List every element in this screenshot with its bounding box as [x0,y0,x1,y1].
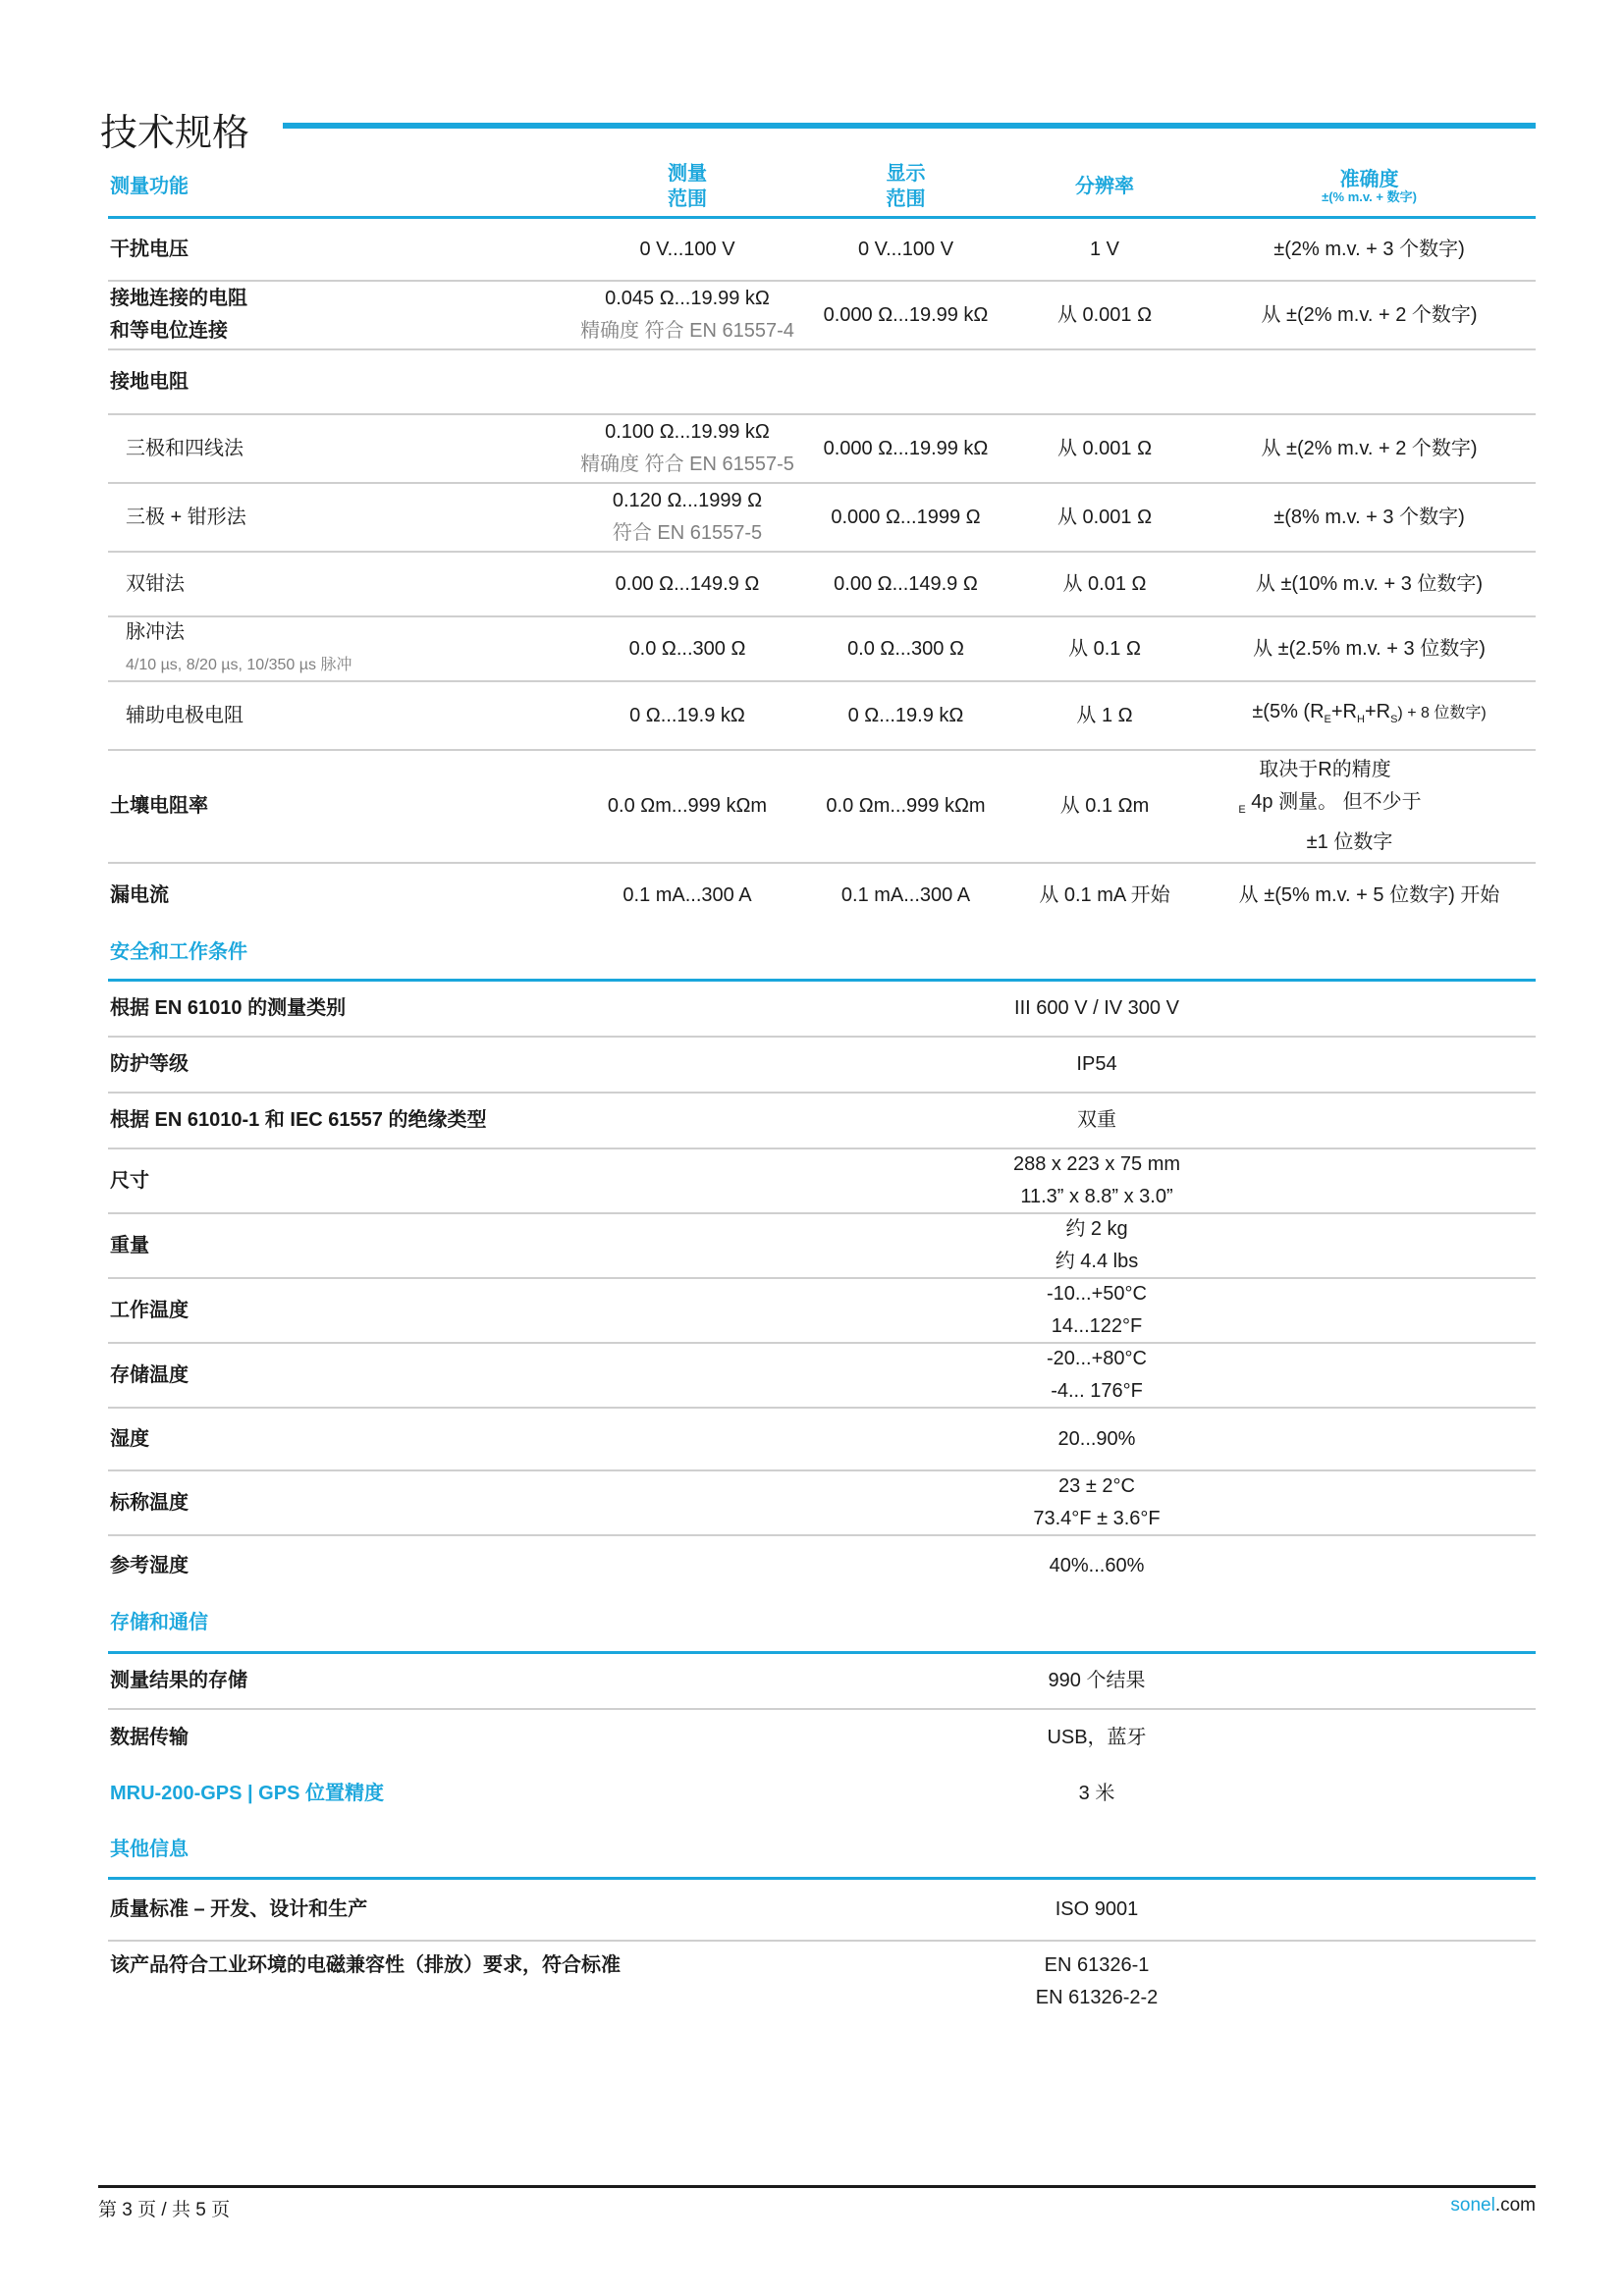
row-label: 湿度 [110,1427,149,1450]
row-label: 参考湿度 [110,1554,189,1576]
row-value: 20...90% [1057,1427,1136,1450]
measure-range: 0.0 Ω...300 Ω [628,637,746,660]
display-range: 0.000 Ω...1999 Ω [831,506,981,528]
row-label: 质量标准 – 开发、设计和生产 [110,1898,368,1920]
page-number: 第 3 页 / 共 5 页 [98,2200,231,2220]
row-value: -10...+50°C 14...122°F [1047,1283,1147,1337]
row-value: 双重 [1077,1109,1116,1131]
section-header-storage [108,1595,1536,1654]
row-label: 数据传输 [110,1727,189,1748]
row-value: 3 米 [1078,1783,1115,1804]
row-label: MRU-200-GPS | GPS 位置精度 [110,1783,384,1804]
table-row [108,1471,1536,1536]
table-row [108,219,1536,282]
table-row [108,982,1536,1038]
table-row [108,350,1536,415]
resolution: 从 0.001 Ω [1056,506,1153,528]
row-label: 土壤电阻率 [110,795,208,817]
measure-range: 0 Ω...19.9 kΩ [629,704,745,726]
table-row [108,1536,1536,1595]
accuracy: ±(5% $(R_E+R_H+R_S) + 8$ 位数字) [1252,700,1487,725]
header-resolution: 分辨率 [1075,175,1134,197]
section-header-safety [108,927,1536,982]
header-measure-range: 测量 范围 [668,163,707,210]
display-range: 0 V...100 V [857,238,954,260]
row-label: 辅助电极电阻 [126,704,244,726]
resolution: 从 0.001 Ω [1056,437,1153,459]
row-label: 标称温度 [110,1491,189,1514]
section-header-other [108,1822,1536,1880]
resolution: 从 0.1 Ω [1068,637,1141,660]
table-row [108,1942,1536,2030]
row-value: 990 个结果 [1048,1670,1146,1691]
title-row [98,98,1536,157]
accuracy: ±(2% m.v. + 3 个数字) [1273,238,1465,260]
table-row [108,415,1536,484]
row-label: 存储温度 [110,1363,189,1386]
row-value: IP54 [1076,1053,1117,1075]
row-label: 三极和四线法 [126,437,244,459]
display-range: 0.1 mA...300 A [840,883,971,906]
display-range: 0.0 Ω...300 Ω [847,637,964,660]
row-label: 双钳法 [126,572,185,595]
row-value: ISO 9001 [1055,1898,1139,1920]
spec-table-header [108,157,1536,219]
accuracy: 从 ±(10% m.v. + 3 位数字) [1255,572,1484,595]
section-title: 其他信息 [110,1838,189,1860]
table-row [108,282,1536,350]
table-row [108,1214,1536,1279]
row-label: 漏电流 [110,883,169,906]
row-label: 接地连接的电阻 和等电位连接 [110,288,247,342]
table-row [108,484,1536,553]
table-row [108,1279,1536,1344]
row-label: 接地电阻 [110,370,189,393]
measure-range: 0.045 Ω...19.99 kΩ 精确度 符合 EN 61557-4 [580,288,794,342]
display-range: 0 Ω...19.9 kΩ [847,704,964,726]
accuracy: 取决于R的精度 $_E$ 4p 测量。 但不少于 ±1 位数字 [1238,759,1422,853]
row-label: 尺寸 [110,1169,149,1192]
header-display-range: 显示 范围 [886,163,926,210]
accuracy: ±(8% m.v. + 3 个数字) [1273,506,1465,528]
measure-range: 0.1 mA...300 A [623,883,752,906]
row-value: 40%...60% [1049,1554,1145,1576]
table-row [108,617,1536,682]
row-label: 根据 EN 61010-1 和 IEC 61557 的绝缘类型 [110,1109,487,1131]
table-row [108,1880,1536,1942]
brand-link[interactable]: sonel.com [1450,2195,1536,2216]
row-value: -20...+80°C -4... 176°F [1047,1348,1147,1402]
row-value: 288 x 223 x 75 mm 11.3” x 8.8” x 3.0” [1012,1153,1181,1207]
header-accuracy: 准确度 ±(% m.v. + 数字) [1322,169,1417,204]
title-rule [283,123,1536,129]
measure-range: 0.0 Ωm...999 kΩm [607,795,768,817]
accuracy: 从 ±(5% m.v. + 5 位数字) 开始 [1238,883,1500,906]
table-row [108,553,1536,617]
header-function: 测量功能 [110,175,189,197]
accuracy: 从 ±(2% m.v. + 2 个数字) [1261,437,1478,459]
resolution: 从 0.001 Ω [1056,303,1153,326]
resolution: 1 V [1089,238,1120,260]
row-label: 三极 + 钳形法 [126,506,246,528]
measure-range: 0.00 Ω...149.9 Ω [615,572,760,595]
page-title: 技术规格 [100,113,250,154]
row-value: 约 2 kg 约 4.4 lbs [1055,1218,1139,1272]
row-label: 测量结果的存储 [110,1670,247,1691]
section-title: 安全和工作条件 [110,941,247,963]
table-row [108,1766,1536,1822]
row-label: 该产品符合工业环境的电磁兼容性（排放）要求，符合标准 [110,1954,621,1976]
section-title: 存储和通信 [110,1612,208,1633]
measure-range: 0.120 Ω...1999 Ω 符合 EN 61557-5 [612,490,763,544]
row-value: 23 ± 2°C 73.4°F ± 3.6°F [1033,1475,1161,1529]
row-label: 脉冲法 4/10 µs, 8/20 µs, 10/350 µs 脉冲 [126,621,352,673]
table-row [108,1654,1536,1710]
measure-range: 0 V...100 V [639,238,735,260]
resolution: 从 0.1 mA 开始 [1039,883,1170,906]
row-value: EN 61326-1 EN 61326-2-2 [1035,1954,1159,2008]
table-row [108,1038,1536,1094]
resolution: 从 0.01 Ω [1062,572,1147,595]
accuracy: 从 ±(2.5% m.v. + 3 位数字) [1253,637,1486,660]
measure-range: 0.100 Ω...19.99 kΩ 精确度 符合 EN 61557-5 [580,421,794,475]
table-row [108,1149,1536,1214]
footer-rule [98,2185,1536,2188]
resolution: 从 0.1 Ωm [1059,795,1150,817]
display-range: 0.000 Ω...19.99 kΩ [823,437,989,459]
resolution: 从 1 Ω [1076,704,1133,726]
row-value: III 600 V / IV 300 V [1014,997,1179,1019]
page [98,0,1536,2296]
display-range: 0.000 Ω...19.99 kΩ [823,303,989,326]
display-range: 0.00 Ω...149.9 Ω [834,572,978,595]
row-value: USB，蓝牙 [1047,1727,1147,1748]
accuracy: 从 ±(2% m.v. + 2 个数字) [1261,303,1478,326]
display-range: 0.0 Ωm...999 kΩm [826,795,986,817]
table-row [108,751,1536,864]
row-label: 重量 [110,1234,149,1256]
table-row [108,1344,1536,1409]
table-row [108,682,1536,751]
table-row [108,1710,1536,1766]
table-row [108,864,1536,927]
row-label: 工作温度 [110,1299,189,1321]
row-label: 根据 EN 61010 的测量类别 [110,997,347,1019]
row-label: 干扰电压 [110,238,189,260]
row-label: 防护等级 [110,1053,189,1075]
table-row [108,1409,1536,1471]
table-row [108,1094,1536,1149]
